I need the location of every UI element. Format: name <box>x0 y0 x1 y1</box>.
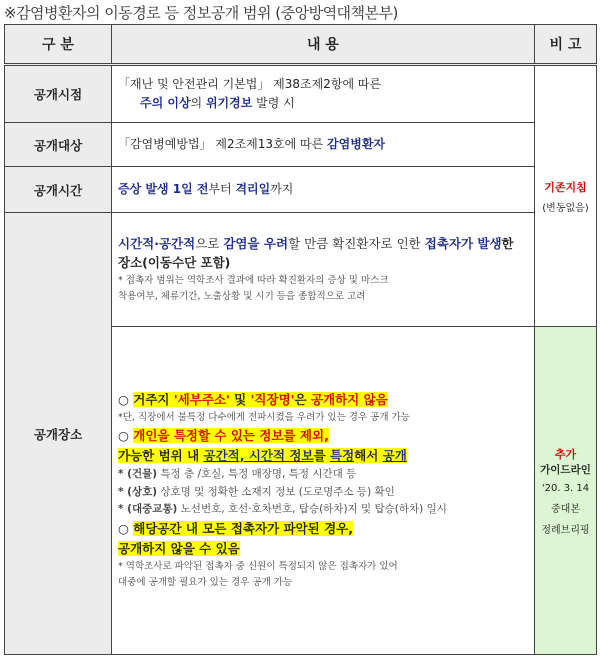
sub-transit: * (대중교통) 노선번호, 호선·호차번호, 탑승(하차)지 및 탑승(하차) 일시 <box>118 503 447 516</box>
document-title: ※감염병환자의 이동경로 등 정보공개 범위 (중앙방역대책본부) <box>4 4 398 22</box>
residence-note: *단, 직장에서 불특정 다수에게 전파시켰을 우려가 있는 경우 공개 가능 <box>118 411 410 423</box>
row-disclosure-time <box>5 65 597 123</box>
content-disclosure-time <box>112 65 535 123</box>
all-contacts-note: * 역학조사로 파악된 접촉자 중 신원이 특정되지 않은 접촉자가 있어 대중에 공개할 필요가 있는 경우 공개 가능 <box>118 561 398 589</box>
disclosure-table <box>4 24 597 655</box>
label-disclosure-place: 공개장소 <box>5 213 112 655</box>
bullet-residence: ○ 거주지 '세부주소' 및 '직장명'은 공개하지 않음 <box>118 391 388 407</box>
row-disclosure-period <box>5 167 597 213</box>
content-disclosure-target: 「감염병예방법」 제2조제13호에 따른 감염병환자 <box>112 123 535 167</box>
line-may-not-disclose: 공개하지 않을 수 있음 <box>118 541 240 557</box>
sub-building: * (건물) 특정 층 /호실, 특정 매장명, 특정 시간대 등 <box>118 467 357 480</box>
row-disclosure-target <box>5 123 597 167</box>
header-remarks: 비 고 <box>535 25 597 65</box>
place-criteria-note: * 접촉자 범위는 역학조사 결과에 따라 확진환자의 증상 및 마스크 착용여부, 체류기간, 노출상황 및 시기 등을 종합적으로 고려 <box>118 274 389 302</box>
time-line1: 「재난 및 안전관리 기본법」 제38조제2항에 따른 <box>118 77 382 92</box>
circle-bullet-icon: ○ <box>118 521 134 537</box>
sub-business: * (상호) 상호명 및 정확한 소재지 정보 (도로명주소 등) 확인 <box>118 485 395 498</box>
label-disclosure-time: 공개시점 <box>5 65 112 123</box>
header-content: 내 용 <box>112 25 535 65</box>
header-row <box>5 25 597 65</box>
label-disclosure-period: 공개시간 <box>5 167 112 213</box>
content-disclosure-period: 증상 발생 1일 전부터 격리일까지 <box>112 167 535 213</box>
header-category: 구 분 <box>5 25 112 65</box>
remark-added: 추가 가이드라인 '20. 3. 14 중대본 정례브리핑 <box>535 327 597 655</box>
bullet-exclude-personal: ○ 개인을 특정할 수 있는 정보를 제외, <box>118 427 329 443</box>
label-disclosure-target: 공개대상 <box>5 123 112 167</box>
circle-bullet-icon: ○ <box>118 391 134 407</box>
content-place-guidelines <box>112 327 535 655</box>
line-specific-disclosure: 가능한 범위 내 공간적, 시간적 정보를 특정해서 공개 <box>118 447 407 463</box>
bullet-all-contacts: ○ 해당공간 내 모든 접촉자가 파악된 경우, <box>118 521 353 537</box>
remark-existing: 기존지침 (변동없음) <box>535 65 597 327</box>
circle-bullet-icon: ○ <box>118 427 134 443</box>
time-line2: 주의 이상의 위기경보 발령 시 <box>140 96 295 110</box>
row-disclosure-place-a <box>5 213 597 327</box>
content-place-criteria: 시간적·공간적으로 감염을 우려할 만큼 확진환자로 인한 접촉자가 발생한 장소(이동수단 포함) * 접촉자 범위는 역학조사 결과에 따라 확진환자의 증상 및 마스크 착용여부, 체류기간, 노출상황 및 시기 등을 종합적으로 고려 <box>112 213 535 327</box>
